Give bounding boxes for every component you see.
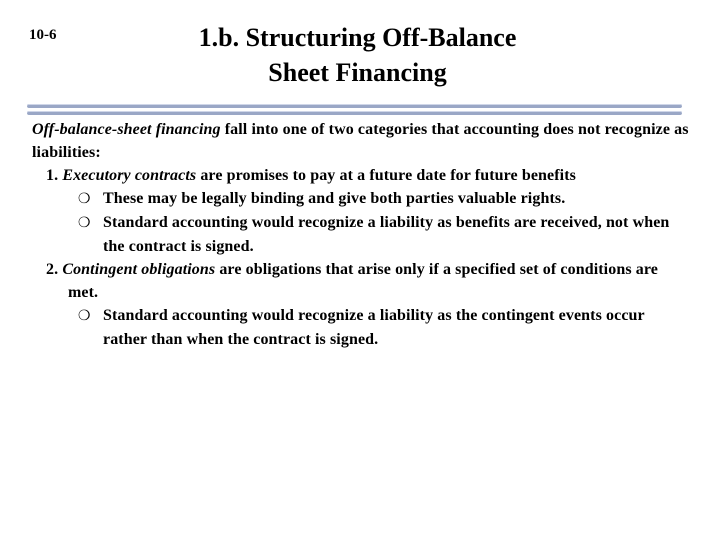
intro-paragraph <box>32 118 692 164</box>
sub-item-text: Standard accounting would recognize a liability as the contingent events occur rather than when the contract is signed. <box>103 307 645 348</box>
item-number: 2. <box>46 261 63 278</box>
slide-number: 10-6 <box>29 27 57 43</box>
item-number: 1. <box>46 167 63 184</box>
title-line-2: Sheet Financing <box>268 58 447 87</box>
sub-list-item <box>32 187 692 211</box>
sub-list-item <box>32 304 692 351</box>
sub-item-text: Standard accounting would recognize a liability as benefits are received, not when the contract is signed. <box>103 214 670 255</box>
list-item-contingent-obligations <box>32 258 692 304</box>
slide-body <box>32 118 692 351</box>
intro-rest: fall into one of two categories that accounting does not recognize as liabilities: <box>32 121 689 161</box>
hollow-circle-bullet-icon: ❍ <box>78 308 91 324</box>
title-divider-top <box>27 104 682 108</box>
sub-item-text: These may be legally binding and give both parties valuable rights. <box>103 190 566 207</box>
list-item-executory-contracts <box>32 164 692 187</box>
item-text: are promises to pay at a future date for future benefits <box>196 167 576 184</box>
item-text: are obligations that arise only if a specified set of conditions are met. <box>68 261 658 301</box>
sub-list-item <box>32 211 692 258</box>
title-line-1: 1.b. Structuring Off-Balance <box>198 23 517 52</box>
slide-title <box>150 20 565 90</box>
hollow-circle-bullet-icon: ❍ <box>78 215 91 231</box>
intro-lead-term: Off-balance-sheet financing <box>32 121 221 138</box>
hollow-circle-bullet-icon: ❍ <box>78 191 91 207</box>
item-term: Contingent obligations <box>62 261 216 278</box>
title-divider-bottom <box>27 111 682 115</box>
item-term: Executory contracts <box>62 167 197 184</box>
